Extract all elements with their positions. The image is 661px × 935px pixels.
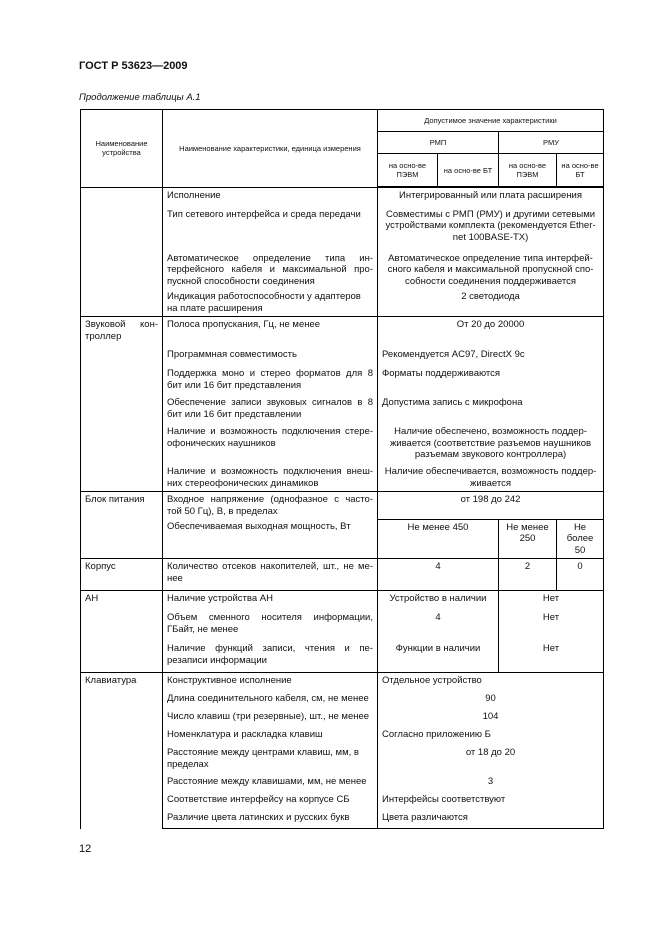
value-cell-rmu: Нет [499,610,604,641]
characteristic-cell: Обеспечение записи звуковых сигналов в 8 бит или 16 бит представлении [163,395,378,424]
value-cell: от 198 до 242 [378,492,604,520]
header-rmu-pevm: на осно-ве ПЭВМ [499,154,557,188]
characteristic-cell: Соответствие интерфейсу на корпусе СБ [163,792,378,810]
value-cell-rmu-pevm: Не менее 250 [499,519,557,559]
characteristic-cell: Объем сменного носителя информации, ГБайт, не менее [163,610,378,641]
characteristics-table [80,109,604,829]
characteristic-cell: Наличие устройства АН [163,591,378,611]
header-allowed-value: Допустимое значение характеристики [378,110,604,132]
value-cell: Отдельное устройство [378,673,604,692]
header-rmp: РМП [378,132,499,154]
page-number: 12 [79,843,92,855]
value-cell: 104 [378,709,604,727]
value-cell-rmp: 4 [378,610,499,641]
characteristic-cell: Конструктивное исполнение [163,673,378,692]
value-cell: От 20 до 20000 [378,317,604,348]
header-rmu-bt: на осно-ве БТ [557,154,604,188]
table-row [81,673,604,692]
value-cell-rmp: Устройство в наличии [378,591,499,611]
value-cell: Автоматическое определение типа интерфей-сного кабеля и максимальной пропускной спо-собности соединения поддерживается [378,251,604,290]
value-cell: от 18 до 20 [378,745,604,774]
value-cell: Согласно приложению Б [378,727,604,745]
table-row [81,559,604,591]
header-characteristic: Наименование характеристики, единица измерения [163,110,378,188]
value-cell-rmu: Нет [499,641,604,673]
table-row [81,187,604,207]
characteristic-cell: Число клавиш (три резервные), шт., не менее [163,709,378,727]
header-rmp-pevm: на осно-ве ПЭВМ [378,154,438,188]
value-cell: Цвета различаются [378,810,604,829]
characteristic-cell: Номенклатура и раскладка клавиш [163,727,378,745]
value-cell: 3 [378,774,604,792]
header-rmu: РМУ [499,132,604,154]
characteristic-cell: Автоматическое определение типа ин-терфейсного кабеля и максимальной про-пускной способности соединения [163,251,378,290]
value-cell-rmp: 4 [378,559,499,591]
characteristic-cell: Исполнение [163,187,378,207]
value-cell: Допустима запись с микрофона [378,395,604,424]
value-cell: Рекомендуется AC97, DirectX 9c [378,347,604,366]
document-title: ГОСТ Р 53623—2009 [79,60,188,72]
value-cell: Форматы поддерживаются [378,366,604,395]
value-cell-rmp: Функции в наличии [378,641,499,673]
device-cell: АН [81,591,163,673]
device-cell: Звуковой кон-троллер [81,317,163,492]
characteristic-cell: Длина соединительного кабеля, см, не менее [163,691,378,709]
characteristic-cell: Расстояние между клавишами, мм, не менее [163,774,378,792]
characteristic-cell: Расстояние между центрами клавиш, мм, в пределах [163,745,378,774]
value-cell-rmp: Не менее 450 [378,519,499,559]
characteristic-cell: Обеспечиваемая выходная мощность, Вт [163,519,378,559]
device-cell: Блок питания [81,492,163,559]
value-cell: 2 светодиода [378,289,604,317]
header-rmp-bt: на осно-ве БТ [438,154,499,188]
value-cell: Наличие обеспечивается, возможность поддер-живается [378,464,604,492]
value-cell: 90 [378,691,604,709]
characteristic-cell: Наличие и возможность подключения внеш-них стереофонических динамиков [163,464,378,492]
device-cell: Корпус [81,559,163,591]
value-cell-rmu: Нет [499,591,604,611]
device-cell: Клавиатура [81,673,163,829]
value-cell: Совместимы с РМП (РМУ) и другими сетевыми устройствами комплекта (рекомендуется Ether-net 100BASE-TX) [378,207,604,251]
table-row [81,492,604,520]
characteristic-cell: Полоса пропускания, Гц, не менее [163,317,378,348]
device-cell-empty [81,187,163,317]
characteristic-cell: Тип сетевого интерфейса и среда передачи [163,207,378,251]
header-device: Наименование устройства [81,110,163,188]
value-cell-rmu-pevm: 2 [499,559,557,591]
characteristic-cell: Различие цвета латинских и русских букв [163,810,378,829]
characteristic-cell: Количество отсеков накопителей, шт., не ме-нее [163,559,378,591]
characteristic-cell: Индикация работоспособности у адаптеров на плате расширения [163,289,378,317]
table-row [81,317,604,348]
characteristic-cell: Входное напряжение (однофазное с часто-той 50 Гц), В, в пределах [163,492,378,520]
characteristic-cell: Наличие функций записи, чтения и пе-резаписи информации [163,641,378,673]
characteristic-cell: Наличие и возможность подключения стере-офонических наушников [163,424,378,464]
value-cell: Интегрированный или плата расширения [378,187,604,207]
characteristic-cell: Программная совместимость [163,347,378,366]
value-cell-rmu-bt: 0 [557,559,604,591]
value-cell: Наличие обеспечено, возможность поддер-живается (соответствие разъемов наушников разъемам звукового контроллера) [378,424,604,464]
table-continuation-caption: Продолжение таблицы А.1 [79,92,201,103]
characteristic-cell: Поддержка моно и стерео форматов для 8 бит или 16 бит представления [163,366,378,395]
value-cell: Интерфейсы соответствуют [378,792,604,810]
value-cell-rmu-bt: Не более 50 [557,519,604,559]
table-row [81,591,604,611]
